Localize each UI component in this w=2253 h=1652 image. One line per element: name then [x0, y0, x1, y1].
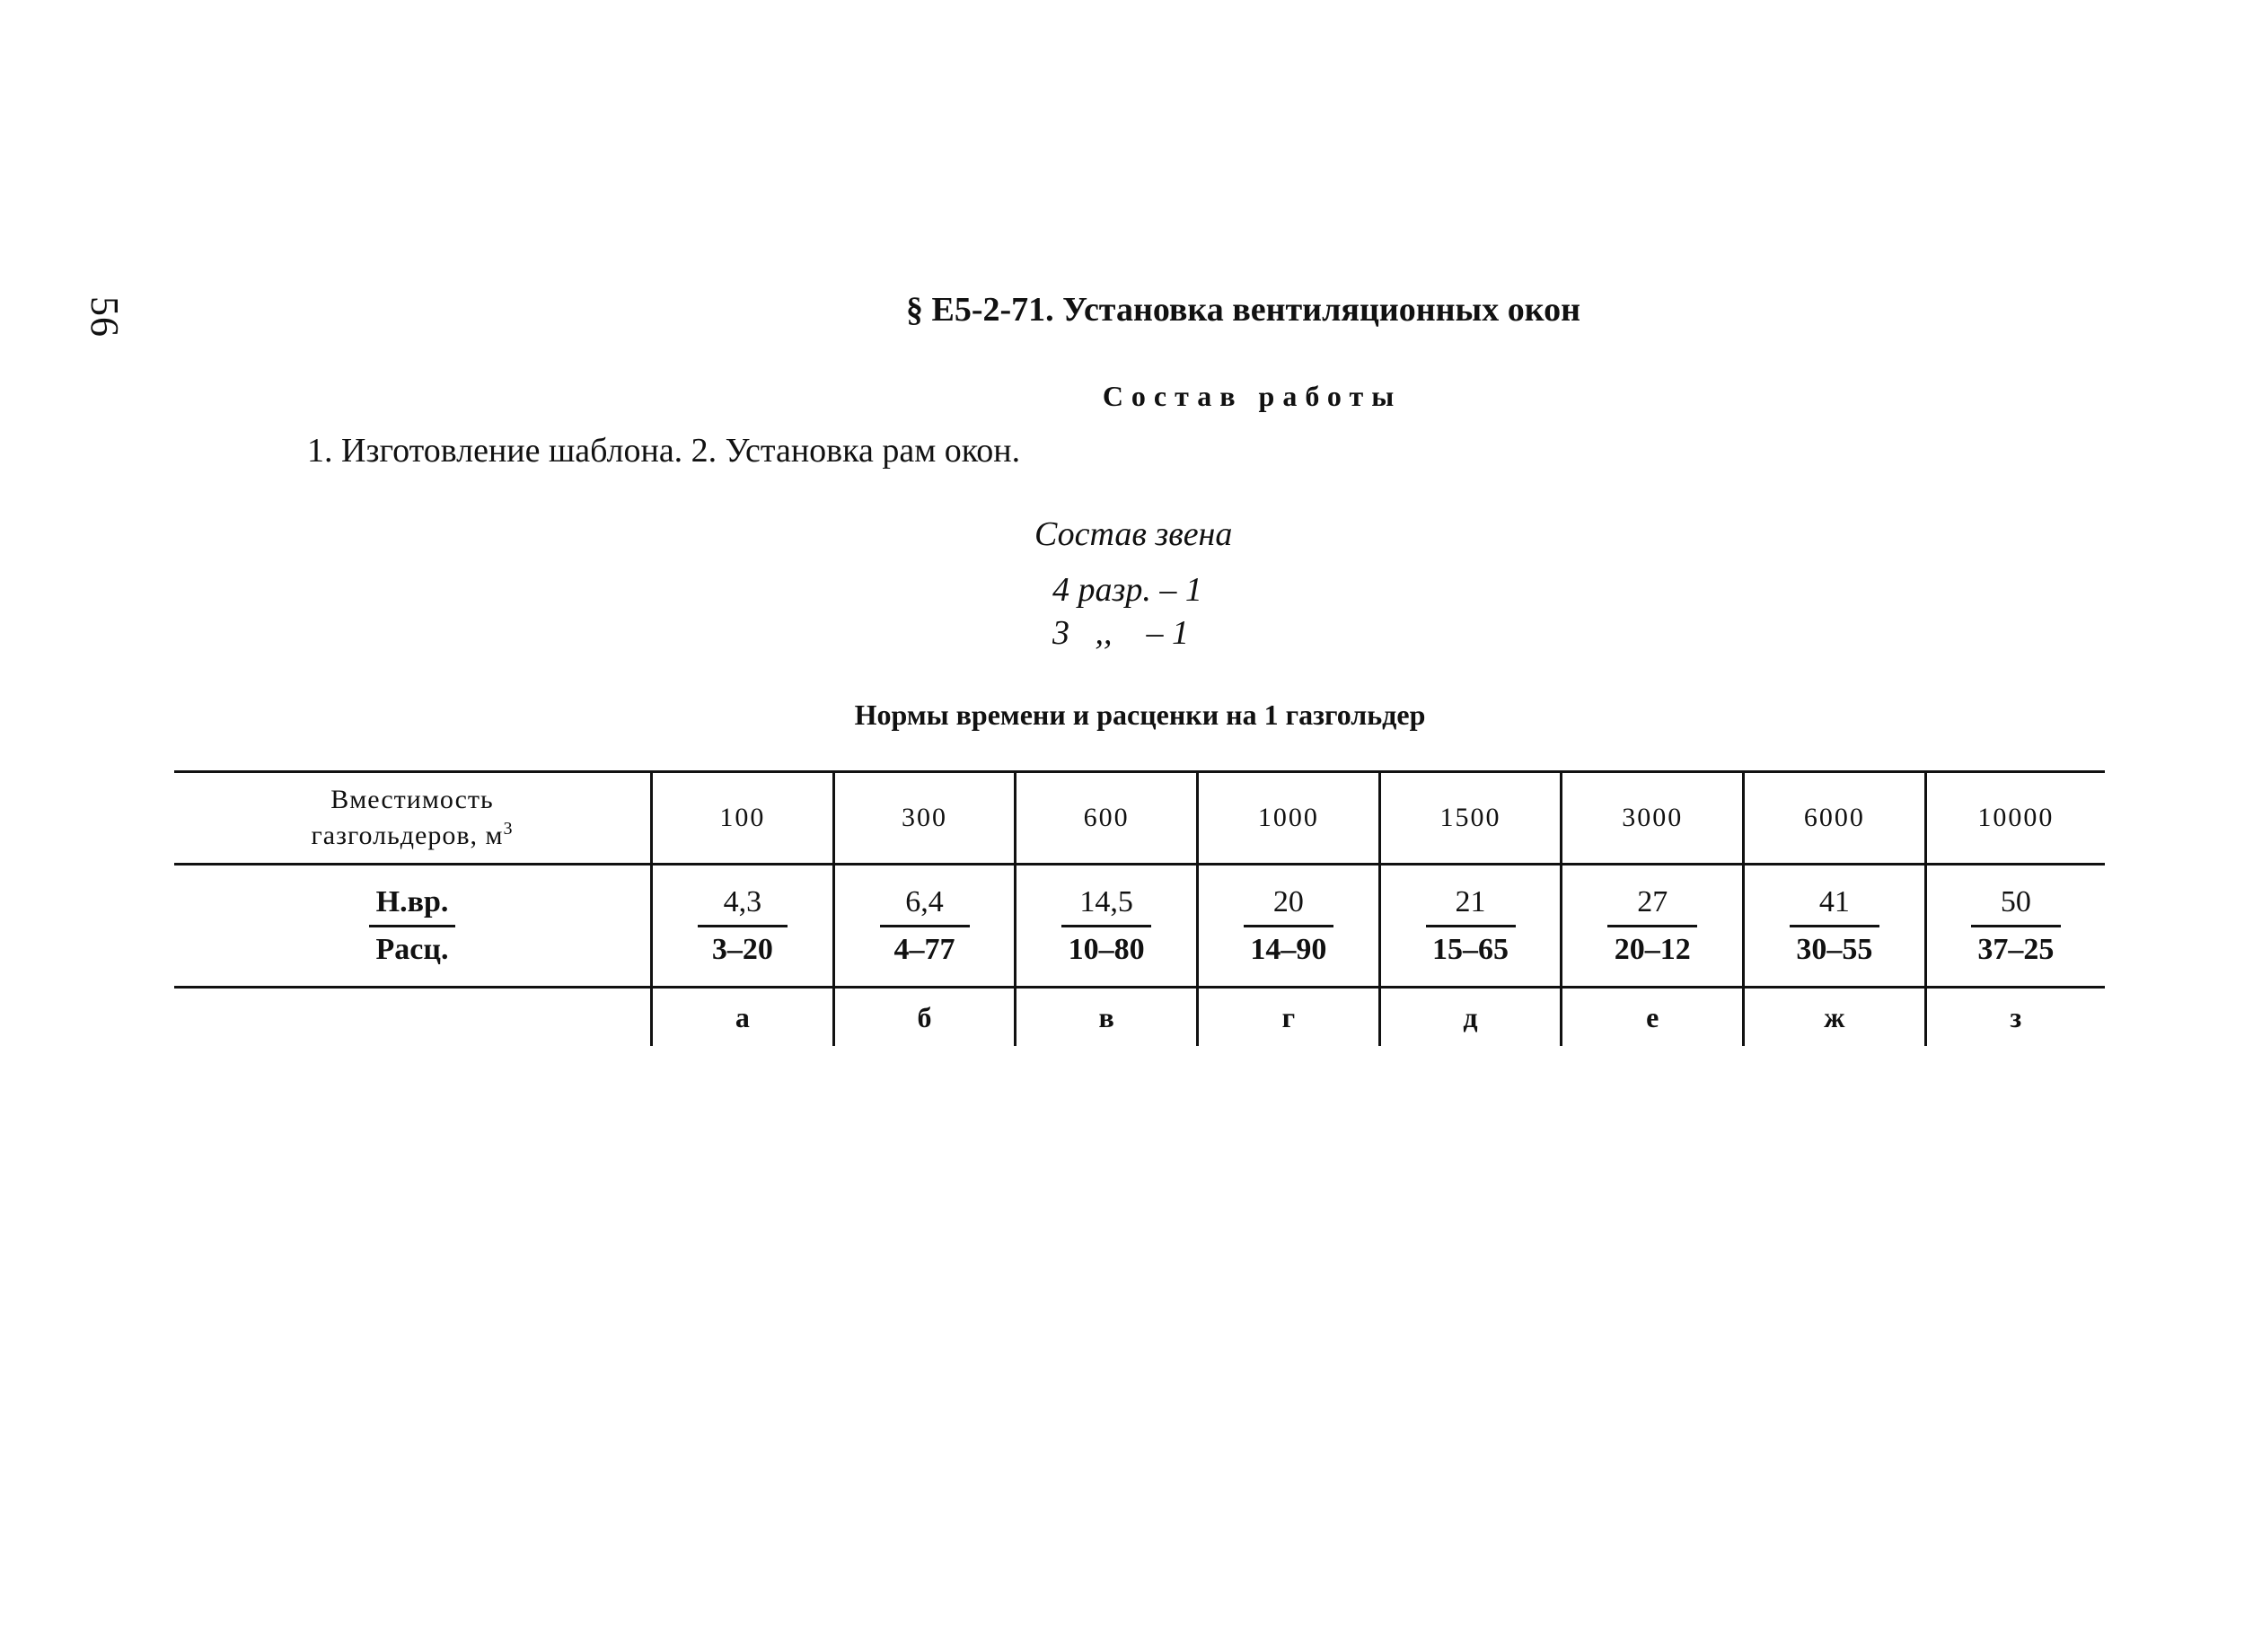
nvr-label: Н.вр.: [369, 885, 456, 927]
value-fraction: [1607, 885, 1697, 967]
column-letter: д: [1379, 988, 1562, 1047]
capacity-unit-superscript: 3: [503, 819, 514, 839]
column-letter: ж: [1744, 988, 1926, 1047]
value-cell: [1925, 865, 2105, 988]
capacity-cell: 600: [1016, 772, 1198, 865]
work-composition-text: 1. Изготовление шаблона. 2. Установка рам окон.: [307, 432, 1021, 470]
capacity-cell: 6000: [1744, 772, 1926, 865]
column-letters-row: [174, 988, 2105, 1047]
capacity-cell: 300: [833, 772, 1016, 865]
capacity-label-text: газгольдеров, м: [311, 821, 504, 850]
rasc-value: 3–20: [711, 932, 773, 966]
capacity-cell: 1500: [1379, 772, 1562, 865]
capacity-header-row: [174, 772, 2105, 865]
norms-table: [174, 770, 2105, 1046]
crew-title: Состав звена: [1034, 515, 1233, 553]
value-cell: [1379, 865, 1562, 988]
capacity-cell: 3000: [1562, 772, 1744, 865]
rasc-value: 37–25: [1977, 932, 2055, 966]
value-fraction: [1426, 885, 1516, 967]
nvr-value: 50: [1971, 885, 2061, 927]
norms-table-title: Нормы времени и расценки на 1 газгольдер: [854, 699, 1426, 731]
rasc-value: 4–77: [893, 932, 955, 966]
column-letter: г: [1198, 988, 1380, 1047]
column-letter: в: [1016, 988, 1198, 1047]
rasc-value: 14–90: [1250, 932, 1327, 966]
nvr-value: 6,4: [880, 885, 970, 927]
capacity-cell: 100: [652, 772, 834, 865]
empty-label-cell: [174, 988, 652, 1047]
value-fraction: [1061, 885, 1151, 967]
nvr-value: 4,3: [698, 885, 788, 927]
nvr-value: 27: [1607, 885, 1697, 927]
column-letter: а: [652, 988, 834, 1047]
column-letter: з: [1925, 988, 2105, 1047]
value-fraction: [1244, 885, 1333, 967]
crew-row: 4 разр. – 1: [1052, 571, 1202, 609]
nvr-value: 21: [1426, 885, 1516, 927]
crew-row: 3 ,, – 1: [1052, 614, 1189, 652]
rasc-value: 20–12: [1614, 932, 1691, 966]
crew-composition: [1024, 514, 1232, 654]
capacity-cell: 1000: [1198, 772, 1380, 865]
capacity-label-cell: [174, 772, 652, 865]
norms-values-row: [174, 865, 2105, 988]
capacity-cell: 10000: [1925, 772, 2105, 865]
nvr-value: 20: [1244, 885, 1333, 927]
value-fraction: [880, 885, 970, 967]
rasc-value: 30–55: [1796, 932, 1873, 966]
column-letter: б: [833, 988, 1016, 1047]
value-fraction: [698, 885, 788, 967]
column-letter: е: [1562, 988, 1744, 1047]
rasc-value: 15–65: [1432, 932, 1509, 966]
page-number: 56: [83, 296, 127, 338]
capacity-label-line2: [174, 814, 650, 850]
nvr-value: 41: [1790, 885, 1879, 927]
nvr-value: 14,5: [1061, 885, 1151, 927]
work-composition-heading: Состав работы: [1102, 380, 1403, 412]
value-cell: [1016, 865, 1198, 988]
value-fraction: [1971, 885, 2061, 967]
value-fraction: [1790, 885, 1879, 967]
section-title: § Е5-2-71. Установка вентиляционных окон: [906, 291, 1580, 329]
value-cell: [652, 865, 834, 988]
value-cell: [833, 865, 1016, 988]
value-cell: [1198, 865, 1380, 988]
rasc-value: 10–80: [1068, 932, 1145, 966]
value-cell: [1562, 865, 1744, 988]
row-label-cell: [174, 865, 652, 988]
value-cell: [1744, 865, 1926, 988]
rasc-label: Расц.: [375, 932, 449, 966]
capacity-label-line1: Вместимость: [330, 785, 494, 814]
row-label-fraction: [369, 885, 456, 967]
